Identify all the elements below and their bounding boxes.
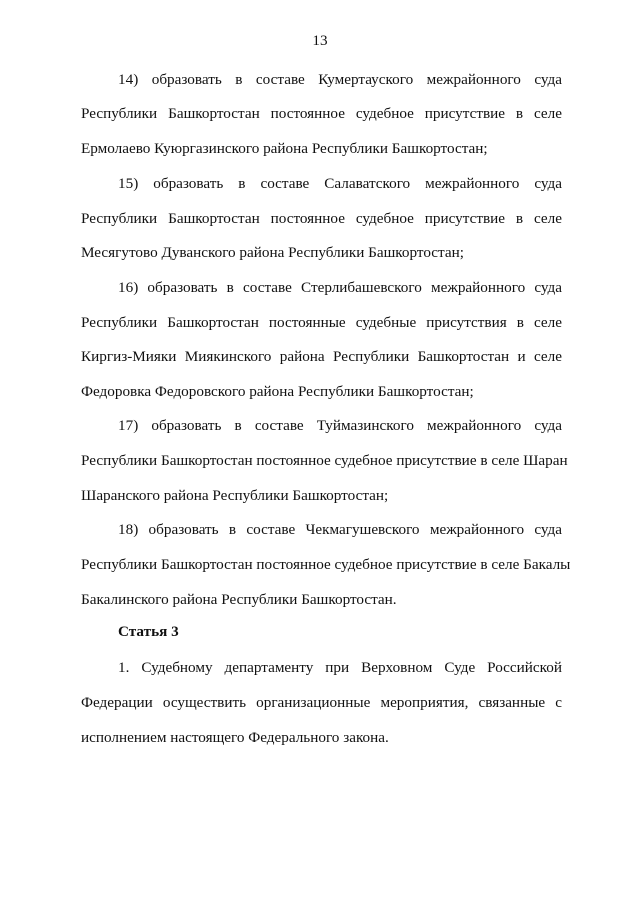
item-17-line-1: 17) образовать в составе Туймазинского межрайонного суда bbox=[118, 417, 562, 434]
item-15-line-2: Республики Башкортостан постоянное судебное присутствие в селе bbox=[81, 210, 562, 227]
item-16-line-3: Киргиз-Мияки Миякинского района Республики Башкортостан и селе bbox=[81, 348, 562, 365]
item-17-line-2: Республики Башкортостан постоянное судебное присутствие в селе Шаран bbox=[81, 452, 568, 469]
item-16-line-2: Республики Башкортостан постоянные судебные присутствия в селе bbox=[81, 314, 562, 331]
item-17-line-3: Шаранского района Республики Башкортостан; bbox=[81, 487, 389, 504]
item-16-line-1: 16) образовать в составе Стерлибашевского межрайонного суда bbox=[118, 279, 562, 296]
article-line-2: Федерации осуществить организационные мероприятия, связанные с bbox=[81, 694, 562, 711]
item-18-line-1: 18) образовать в составе Чекмагушевского межрайонного суда bbox=[118, 521, 562, 538]
item-15-line-1: 15) образовать в составе Салаватского межрайонного суда bbox=[118, 175, 562, 192]
article-line-1: 1. Судебному департаменту при Верховном Суде Российской bbox=[118, 659, 562, 676]
item-16-line-4: Федоровка Федоровского района Республики Башкортостан; bbox=[81, 383, 474, 400]
item-14-line-1: 14) образовать в составе Кумертауского межрайонного суда bbox=[118, 71, 562, 88]
item-14-line-3: Ермолаево Куюргазинского района Республики Башкортостан; bbox=[81, 140, 488, 157]
article-heading: Статья 3 bbox=[118, 623, 179, 640]
page-number: 13 bbox=[312, 32, 328, 49]
item-14-line-2: Республики Башкортостан постоянное судебное присутствие в селе bbox=[81, 105, 562, 122]
item-18-line-3: Бакалинского района Республики Башкортостан. bbox=[81, 591, 397, 608]
item-18-line-2: Республики Башкортостан постоянное судебное присутствие в селе Бакалы bbox=[81, 556, 571, 573]
article-line-3: исполнением настоящего Федерального закона. bbox=[81, 729, 389, 746]
item-15-line-3: Месягутово Дуванского района Республики Башкортостан; bbox=[81, 244, 464, 261]
